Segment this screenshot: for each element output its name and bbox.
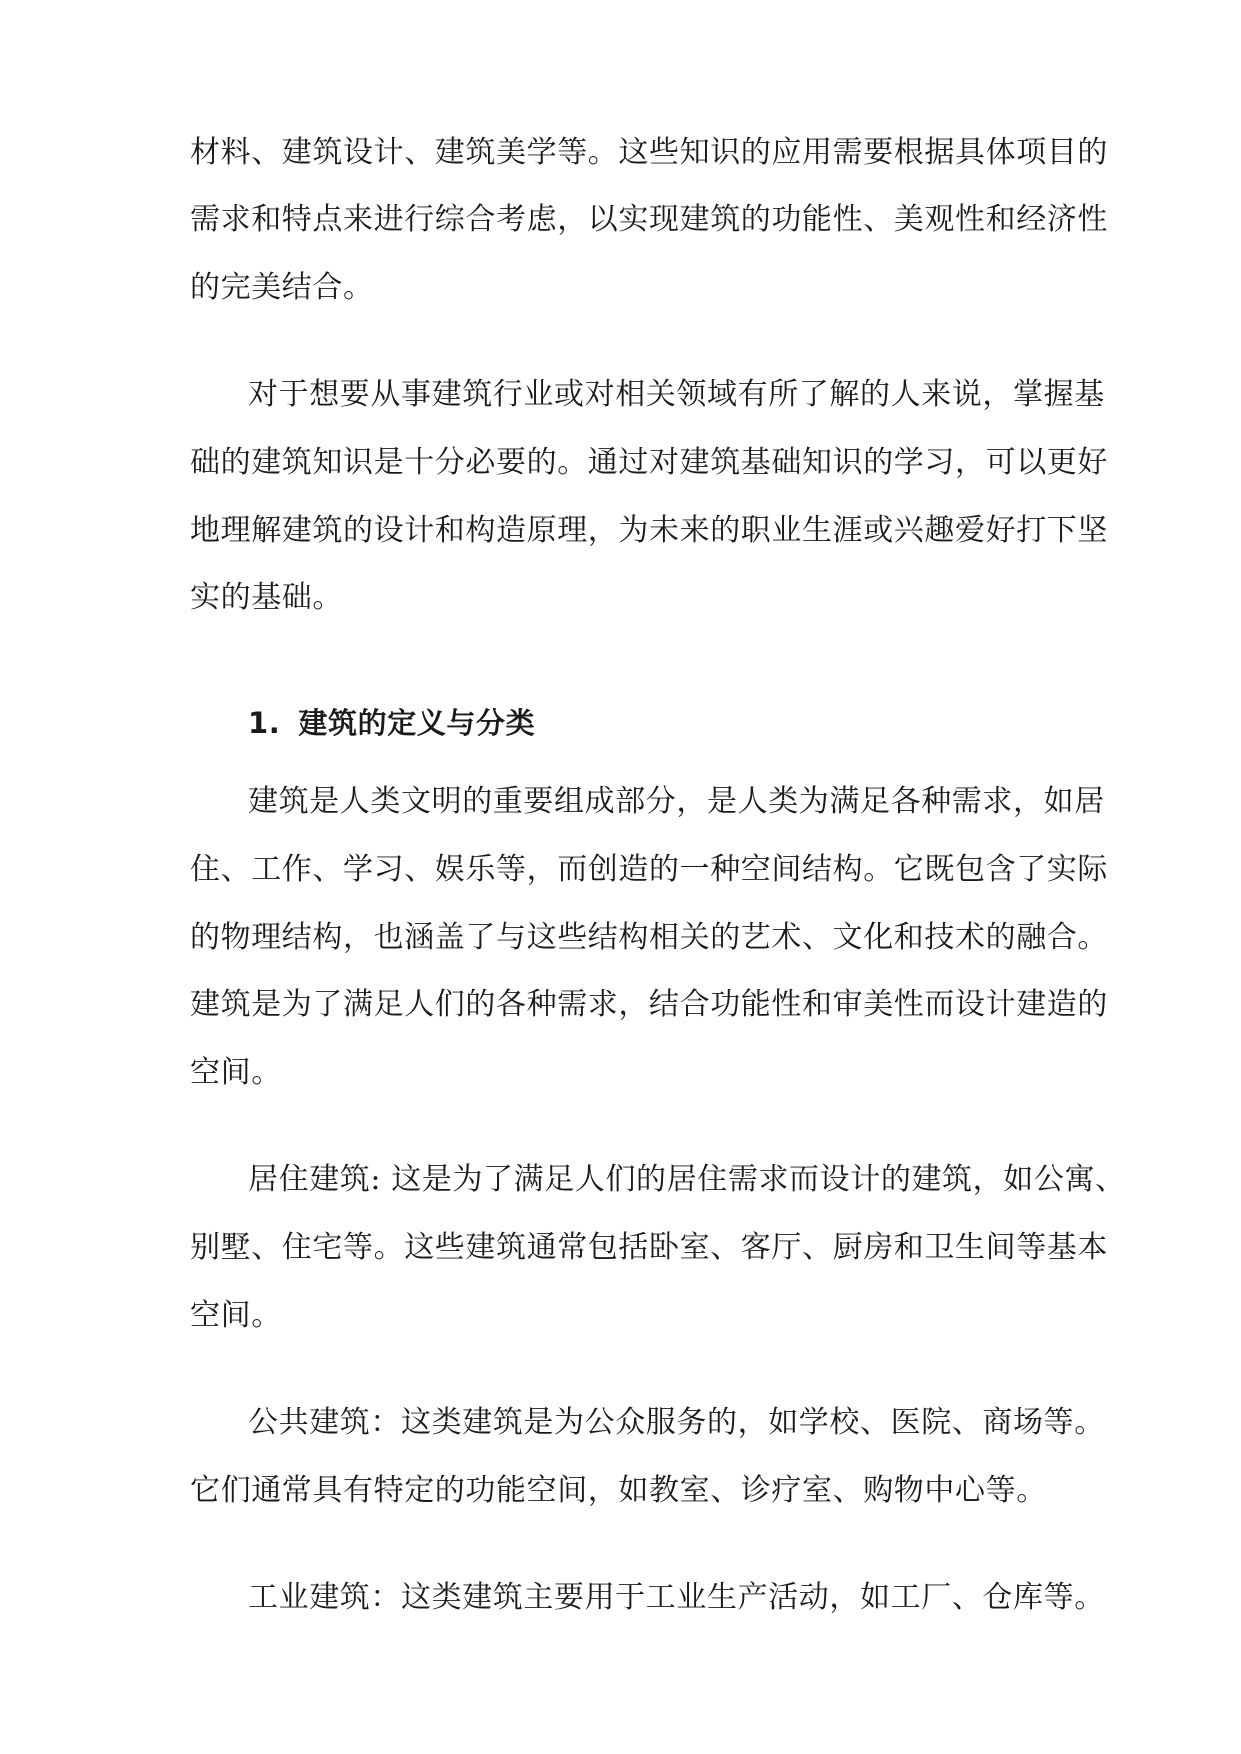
paragraph-2-line-3: 地理解建筑的设计和构造原理，为未来的职业生涯或兴趣爱好打下坚	[190, 513, 1108, 548]
section-paragraph-2-line-2: 别墅、住宅等。这些建筑通常包括卧室、客厅、厨房和卫生间等基本	[190, 1230, 1108, 1265]
section-paragraph-1-line-3: 的物理结构，也涵盖了与这些结构相关的艺术、文化和技术的融合。	[190, 920, 1108, 955]
section-heading	[248, 703, 535, 743]
section-paragraph-1-line-5: 空间。	[190, 1055, 282, 1090]
paragraph-1-line-2: 需求和特点来进行综合考虑，以实现建筑的功能性、美观性和经济性	[190, 202, 1108, 237]
section-paragraph-2-line-3: 空间。	[190, 1298, 282, 1333]
paragraph-2-line-2: 础的建筑知识是十分必要的。通过对建筑基础知识的学习，可以更好	[190, 445, 1108, 480]
section-paragraph-3-line-2: 它们通常具有特定的功能空间，如教室、诊疗室、购物中心等。	[190, 1473, 1047, 1508]
section-paragraph-4-line-1: 工业建筑：这类建筑主要用于工业生产活动，如工厂、仓库等。	[248, 1580, 1105, 1615]
section-heading-number: 1.	[248, 706, 281, 740]
paragraph-2-line-1: 对于想要从事建筑行业或对相关领域有所了解的人来说，掌握基	[248, 377, 1105, 412]
section-paragraph-1-line-1: 建筑是人类文明的重要组成部分，是人类为满足各种需求，如居	[248, 784, 1105, 819]
section-paragraph-3-line-1: 公共建筑：这类建筑是为公众服务的，如学校、医院、商场等。	[248, 1405, 1105, 1440]
section-paragraph-2-line-1: 居住建筑: 这是为了满足人们的居住需求而设计的建筑，如公寓、	[248, 1162, 1126, 1197]
section-paragraph-1-line-2: 住、工作、学习、娱乐等，而创造的一种空间结构。它既包含了实际	[190, 852, 1108, 887]
paragraph-1-line-1: 材料、建筑设计、建筑美学等。这些知识的应用需要根据具体项目的	[190, 135, 1108, 170]
section-paragraph-1-line-4: 建筑是为了满足人们的各种需求，结合功能性和审美性而设计建造的	[190, 987, 1108, 1022]
paragraph-1-line-3: 的完美结合。	[190, 270, 374, 305]
paragraph-2-line-4: 实的基础。	[190, 580, 343, 615]
section-heading-title: 建筑的定义与分类	[298, 706, 536, 740]
